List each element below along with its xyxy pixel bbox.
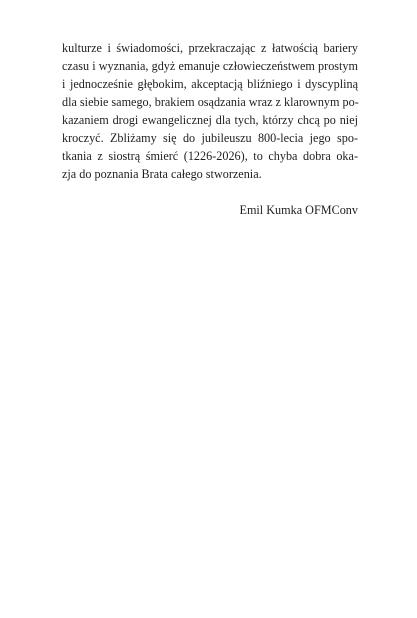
paragraph-line-8: zja do poznania Brata całego stworzenia. (62, 167, 262, 181)
body-paragraph (62, 39, 358, 183)
paragraph-line-4: dla siebie samego, brakiem osądzania wraz z klarownym po- (62, 95, 359, 109)
author-signature: Emil Kumka OFMConv (239, 203, 358, 217)
paragraph-line-1: kulturze i świadomości, przekraczając z łatwością bariery (62, 41, 358, 55)
paragraph-line-6: kroczyć. Zbliżamy się do jubileuszu 800-lecia jego spo- (62, 131, 358, 145)
paragraph-line-2: czasu i wyznania, gdyż emanuje człowieczeństwem prostym (62, 59, 358, 73)
paragraph-line-3: i jednocześnie głębokim, akceptacją bliźniego i dyscypliną (62, 77, 358, 91)
paragraph-line-5: kazaniem drogi ewangelicznej dla tych, którzy chcą po niej (62, 113, 358, 127)
paragraph-line-7: tkania z siostrą śmierć (1226-2026), to chyba dobra oka- (62, 149, 358, 163)
